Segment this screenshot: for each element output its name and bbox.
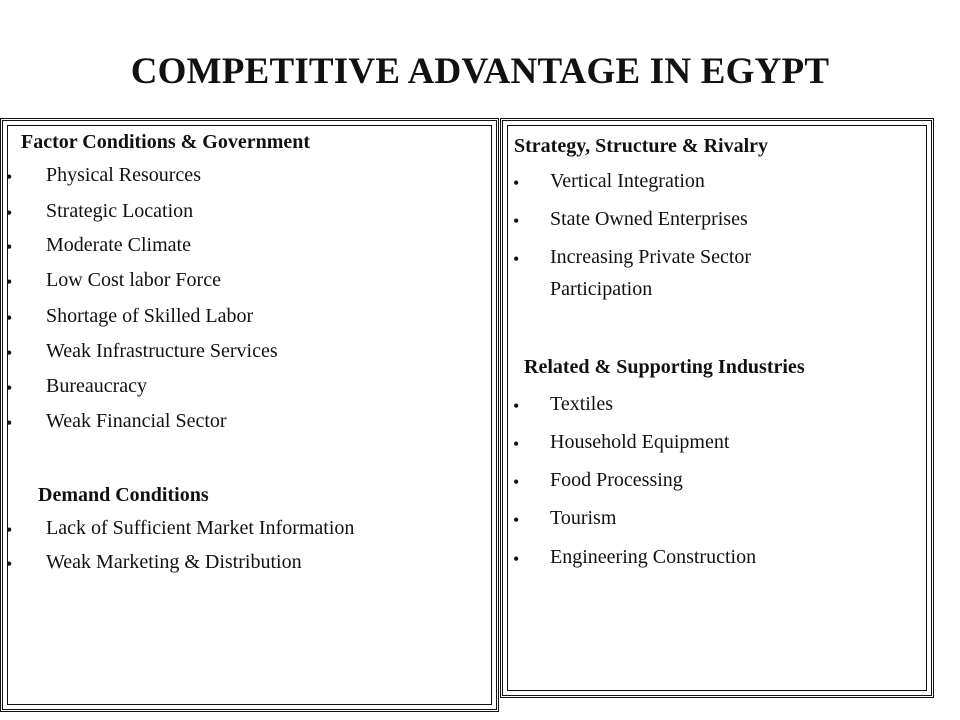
bullet-icon: •	[6, 520, 13, 540]
related-item-textiles: Textiles	[550, 393, 614, 415]
factor-item-physical-resources: Physical Resources	[46, 164, 201, 186]
bullet-icon: •	[513, 249, 520, 269]
slide-title: COMPETITIVE ADVANTAGE IN EGYPT	[130, 51, 830, 92]
factor-item-skilled-labor-shortage: Shortage of Skilled Labor	[46, 305, 254, 327]
strategy-item-vertical-integration: Vertical Integration	[550, 170, 705, 192]
bullet-icon: •	[6, 378, 13, 398]
bullet-icon: •	[513, 510, 520, 530]
bullet-icon: •	[6, 413, 13, 433]
strategy-heading: Strategy, Structure & Rivalry	[514, 135, 769, 157]
factor-item-weak-infrastructure: Weak Infrastructure Services	[46, 340, 278, 362]
factor-item-strategic-location: Strategic Location	[46, 200, 194, 222]
factor-demand-panel	[0, 118, 499, 712]
related-industries-heading: Related & Supporting Industries	[524, 356, 805, 378]
strategy-item-private-sector: Increasing Private Sector Participation	[550, 246, 752, 300]
bullet-icon: •	[513, 211, 520, 231]
bullet-icon: •	[6, 272, 13, 292]
bullet-icon: •	[6, 343, 13, 363]
related-item-tourism: Tourism	[550, 507, 617, 529]
bullet-icon: •	[6, 167, 13, 187]
factor-item-moderate-climate: Moderate Climate	[46, 234, 191, 256]
factor-item-low-cost-labor: Low Cost labor Force	[46, 269, 221, 291]
bullet-icon: •	[513, 173, 520, 193]
demand-item-market-information: Lack of Sufficient Market Information	[46, 517, 355, 539]
demand-item-marketing-distribution: Weak Marketing & Distribution	[46, 551, 302, 573]
factor-conditions-heading: Factor Conditions & Government	[21, 131, 311, 153]
related-item-engineering-construction: Engineering Construction	[550, 546, 757, 568]
related-item-household-equipment: Household Equipment	[550, 431, 730, 453]
bullet-icon: •	[6, 237, 13, 257]
strategy-related-panel	[500, 118, 934, 698]
related-item-food-processing: Food Processing	[550, 469, 683, 491]
bullet-icon: •	[513, 396, 520, 416]
bullet-icon: •	[6, 203, 13, 223]
bullet-icon: •	[513, 549, 520, 569]
demand-conditions-heading: Demand Conditions	[38, 484, 209, 506]
bullet-icon: •	[513, 434, 520, 454]
bullet-icon: •	[513, 472, 520, 492]
factor-item-weak-financial-sector: Weak Financial Sector	[46, 410, 227, 432]
factor-item-bureaucracy: Bureaucracy	[46, 375, 148, 397]
bullet-icon: •	[6, 308, 13, 328]
bullet-icon: •	[6, 554, 13, 574]
strategy-item-state-owned-enterprises: State Owned Enterprises	[550, 208, 748, 230]
